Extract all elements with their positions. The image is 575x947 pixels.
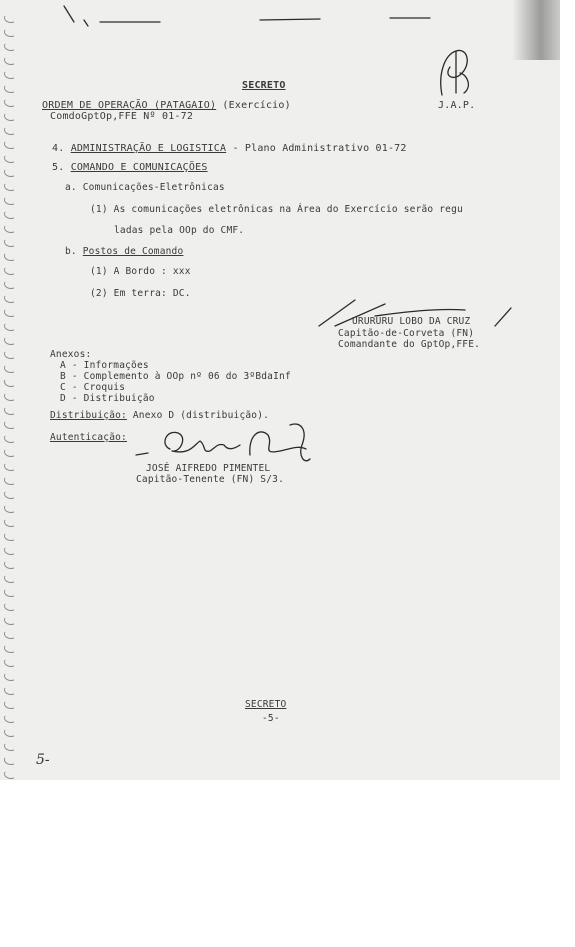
monogram-signature [430,45,480,100]
section-4 [52,143,407,154]
header-initials: J.A.P. [438,100,476,111]
binder-hole [4,240,14,246]
binder-hole [4,72,14,78]
binder-hole [4,730,14,736]
binder-hole [4,660,14,666]
binder-hole [4,450,14,456]
binder-hole [4,590,14,596]
authentication-signature [130,415,320,470]
authentication-name: JOSÉ AIFREDO PIMENTEL [146,463,271,474]
binder-hole [4,30,14,36]
binder-hole [4,58,14,64]
binder-hole [4,156,14,162]
page-edge-shadow [512,0,560,60]
binder-hole [4,674,14,680]
order-ref: ComdoGptOp,FFE Nº 01-72 [50,111,194,122]
item-b [65,246,183,257]
authentication-rank: Capitão-Tenente (FN) S/3. [136,474,284,485]
binder-hole [4,170,14,176]
binder-hole [4,422,14,428]
item-a-label: a. Comunicações-Eletrônicas [65,182,225,193]
binder-hole [4,128,14,134]
binder-hole [4,506,14,512]
binder-hole [4,702,14,708]
order-type: (Exercício) [222,100,291,111]
binder-hole [4,198,14,204]
section-4-rest: - Plano Administrativo 01-72 [232,143,407,154]
item-a1-line1: (1) As comunicações eletrônicas na Área do Exercício serão regu [90,204,463,215]
binder-hole [4,254,14,260]
commander-rank: Capitão-de-Corveta (FN) [338,328,475,339]
binder-holes [2,10,20,780]
binder-hole [4,226,14,232]
binder-hole [4,632,14,638]
binder-hole [4,758,14,764]
binder-hole [4,562,14,568]
section-5-number: 5. [52,162,65,173]
binder-hole [4,744,14,750]
section-4-title: ADMINISTRAÇÃO E LOGISTICA [70,143,227,154]
section-4-number: 4. [52,143,65,154]
section-5 [52,162,208,173]
binder-hole [4,366,14,372]
binder-hole [4,688,14,694]
distribution-label: Distribuição: [50,410,127,421]
item-b-title: Postos de Comando [82,246,184,257]
handwritten-page-number: 5- [36,752,50,768]
order-title: ORDEM DE OPERAÇÃO (PATAGAIO) [42,100,217,111]
binder-hole [4,282,14,288]
binder-hole [4,100,14,106]
binder-hole [4,576,14,582]
binder-hole [4,646,14,652]
commander-name: URURURU LOBO DA CRUZ [352,316,471,327]
binder-hole [4,212,14,218]
binder-hole [4,310,14,316]
item-b-letter: b. [65,246,77,257]
footer-page: -5- [262,713,280,724]
item-b2: (2) Em terra: DC. [90,288,191,299]
binder-hole [4,44,14,50]
binder-hole [4,352,14,358]
binder-hole [4,534,14,540]
binder-hole [4,436,14,442]
binder-hole [4,394,14,400]
annex-item: B - Complemento à OOp nº 06 do 3ºBdaInf [60,371,291,382]
binder-hole [4,86,14,92]
binder-hole [4,142,14,148]
binder-hole [4,604,14,610]
binder-hole [4,618,14,624]
binder-hole [4,296,14,302]
top-marks [60,2,480,32]
order-title-line [42,100,291,111]
annexes-title: Anexos: [50,349,92,360]
binder-hole [4,772,14,778]
binder-hole [4,268,14,274]
binder-hole [4,324,14,330]
item-b1: (1) A Bordo : xxx [90,266,191,277]
binder-hole [4,184,14,190]
commander-role: Comandante do GptOp,FFE. [338,339,481,350]
binder-hole [4,408,14,414]
authentication-label: Autenticação: [50,432,127,443]
binder-hole [4,338,14,344]
annex-item: C - Croquis [60,382,126,393]
annex-item: A - Informações [60,360,149,371]
binder-hole [4,114,14,120]
distribution-value: Anexo D (distribuição). [132,410,270,421]
binder-hole [4,478,14,484]
header-classification: SECRETO [242,80,286,91]
binder-hole [4,464,14,470]
binder-hole [4,380,14,386]
binder-hole [4,548,14,554]
binder-hole [4,16,14,22]
annex-item: D - Distribuição [60,393,155,404]
section-5-title: COMANDO E COMUNICAÇÕES [70,162,208,173]
footer-classification: SECRETO [245,699,287,710]
binder-hole [4,520,14,526]
item-a1-line2: ladas pela OOp do CMF. [114,225,245,236]
binder-hole [4,716,14,722]
binder-hole [4,492,14,498]
